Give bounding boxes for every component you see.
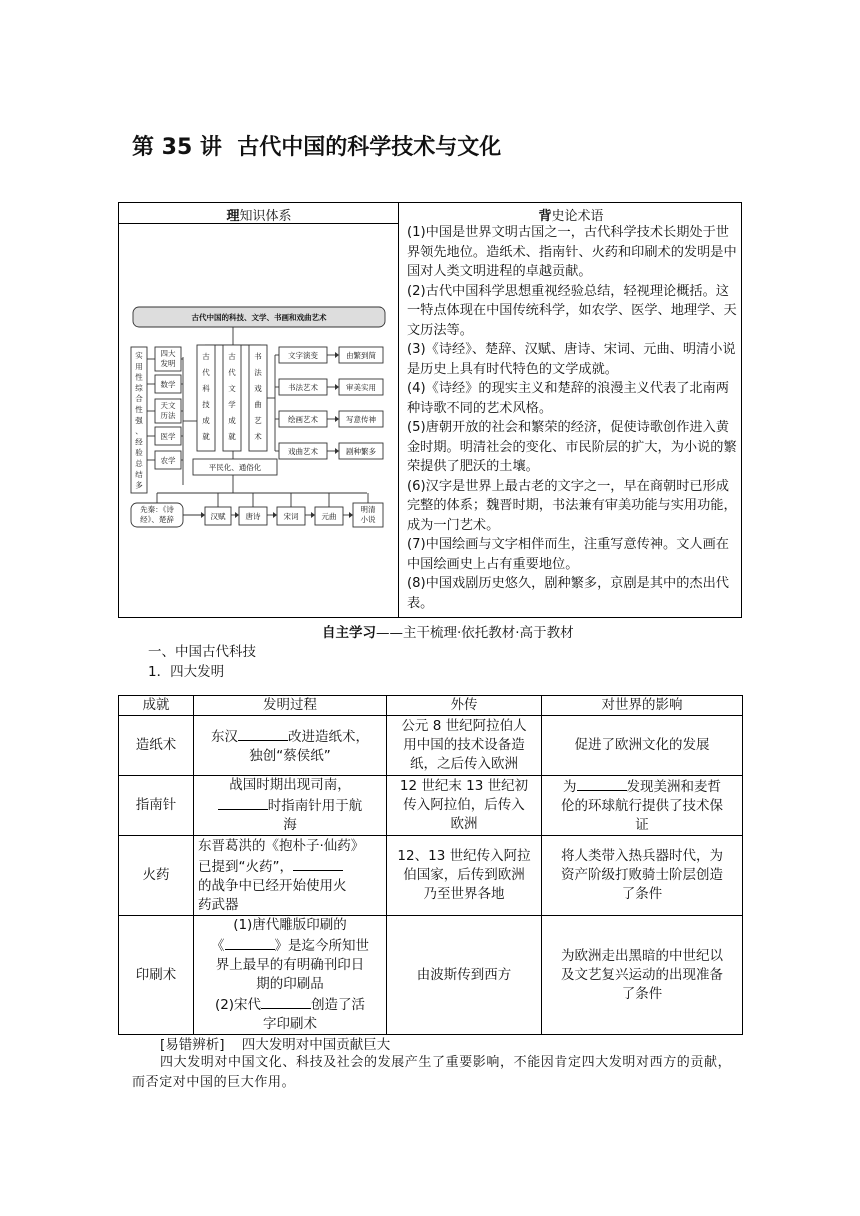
diagram-center-char: 文 xyxy=(228,384,236,393)
point-item: (4)《诗经》的现实主义和楚辞的浪漫主义代表了北南两种诗歌不同的艺术风格。 xyxy=(407,381,729,416)
diagram-center-char: 艺 xyxy=(254,416,262,425)
diagram-left-char: 、 xyxy=(135,426,143,436)
table-row xyxy=(119,716,743,776)
diagram-lit-label: 经》、楚辞 xyxy=(140,515,174,524)
process-cell: 东晋葛洪的《抱朴子·仙药》 已提到“火药”， 的战争中已经开始使用火 药武器 xyxy=(194,836,387,916)
diagram-center-char: 就 xyxy=(202,432,210,441)
diagram-left-char: 综 xyxy=(135,383,143,393)
diagram-lit-label: 唐诗 xyxy=(245,512,261,521)
diagram-art-label: 绘画艺术 xyxy=(288,415,318,424)
diagram-sci-label: 医学 xyxy=(160,432,176,441)
column-divider xyxy=(398,203,399,617)
diagram-middle-label: 平民化、通俗化 xyxy=(208,463,262,472)
diagram-left-char: 经 xyxy=(135,437,143,447)
section-title: 自主学习——主干梳理·依托教材·高于教材 xyxy=(322,625,574,641)
diagram-top-label: 古代中国的科技、文学、书画和戏曲艺术 xyxy=(191,313,327,322)
subheading-inventions: 1．四大发明 xyxy=(148,664,225,680)
invention-name: 火药 xyxy=(119,836,194,916)
point-item: (8)中国戏剧历史悠久，剧种繁多，京剧是其中的杰出代表。 xyxy=(407,576,729,611)
table-row xyxy=(119,916,743,1035)
subheading-science: 一、中国古代科技 xyxy=(148,644,256,660)
diagram-sci-label: 天文 xyxy=(160,401,176,410)
point-item: (6)汉字是世界上最古老的文字之一，早在商朝时已形成完整的体系；魏晋时期，书法兼有审美功能与实用功能，成为一门艺术。 xyxy=(407,478,737,533)
diagram-left-char: 多 xyxy=(135,480,143,490)
diagram-sci-label: 发明 xyxy=(160,359,176,368)
diagram-sci-label: 四大 xyxy=(160,349,176,358)
diagram-lit-label: 汉赋 xyxy=(210,512,226,521)
answer-blank[interactable] xyxy=(238,726,288,741)
knowledge-diagram xyxy=(127,301,389,541)
process-cell: (1)唐代雕版印刷的 《 》是迄今所知世 界上最早的有明确刊印日 期的印刷品 (2)宋代 创造了活 字印刷术 xyxy=(194,916,387,1035)
diagram-lit-label: 小说 xyxy=(360,515,376,524)
header-cell: 外传 xyxy=(387,696,542,716)
invention-name: 造纸术 xyxy=(119,716,194,776)
spread-cell: 12、13 世纪传入阿拉 伯国家，后传到欧洲 乃至世界各地 xyxy=(387,836,542,916)
diagram-left-char: 结 xyxy=(135,469,143,479)
diagram-center-char: 技 xyxy=(202,400,210,409)
page-title: 第 35 讲 古代中国的科学技术与文化 xyxy=(132,135,502,160)
impact-cell: 为 发现美洲和麦哲 伦的环球航行提供了技术保 证 xyxy=(542,776,743,836)
spread-cell: 12 世纪末 13 世纪初 传入阿拉伯，后传入 欧洲 xyxy=(387,776,542,836)
note-body: 四大发明对中国文化、科技及社会的发展产生了重要影响，不能因肯定四大发明对西方的贡献，而否定对中国的巨大作用。 xyxy=(132,1055,732,1090)
historical-points xyxy=(407,223,737,613)
point-item: (5)唐朝开放的社会和繁荣的经济，促使诗歌创作进入黄金时期。明清社会的变化、市民阶层的扩大，为小说的繁荣提供了肥沃的土壤。 xyxy=(407,420,737,474)
diagram-lit-label: 宋词 xyxy=(283,512,299,521)
invention-name: 指南针 xyxy=(119,776,194,836)
impact-cell: 促进了欧洲文化的发展 xyxy=(542,716,743,776)
header-cell: 发明过程 xyxy=(194,696,387,716)
diagram-left-char: 合 xyxy=(135,394,143,404)
diagram-left-char: 总 xyxy=(135,459,143,468)
inventions-table xyxy=(118,695,743,1035)
diagram-center-char: 就 xyxy=(228,432,236,441)
impact-cell: 为欧洲走出黑暗的中世纪以 及文艺复兴运动的出现准备 了条件 xyxy=(542,916,743,1035)
diagram-sci-label: 历法 xyxy=(160,411,176,420)
diagram-lit-label: 先秦：《诗 xyxy=(140,505,174,514)
left-column-header: 理知识体系 xyxy=(226,209,292,224)
table-header-row xyxy=(119,696,743,716)
note-heading: [易错辨析] 四大发明对中国贡献巨大 xyxy=(160,1037,391,1053)
diagram-left-char: 验 xyxy=(135,448,143,458)
diagram-left-char: 强 xyxy=(135,415,143,425)
diagram-left-char: 性 xyxy=(135,405,143,414)
spread-cell: 由波斯传到西方 xyxy=(387,916,542,1035)
impact-cell: 将人类带入热兵器时代，为 资产阶级打败骑士阶层创造 了条件 xyxy=(542,836,743,916)
diagram-left-char: 性 xyxy=(135,372,143,382)
diagram-center-char: 书 xyxy=(254,352,262,361)
answer-blank[interactable] xyxy=(218,795,268,810)
diagram-center-char: 古 xyxy=(228,352,236,361)
right-column-header: 背史论术语 xyxy=(538,209,604,224)
diagram-sci-label: 农学 xyxy=(160,456,176,465)
diagram-art-result: 审美实用 xyxy=(346,383,376,392)
process-cell: 战国时期出现司南， 时指南针用于航 海 xyxy=(194,776,387,836)
answer-blank[interactable] xyxy=(293,856,343,871)
header-cell: 成就 xyxy=(119,696,194,716)
table-row xyxy=(119,836,743,916)
diagram-center-char: 成 xyxy=(228,416,236,425)
answer-blank[interactable] xyxy=(225,935,275,950)
diagram-center-char: 代 xyxy=(228,368,236,377)
point-item: (1)中国是世界文明古国之一，古代科学技术长期处于世界领先地位。造纸术、指南针、火药和印刷术的发明是中国对人类文明进程的卓越贡献。 xyxy=(407,225,737,279)
diagram-center-char: 古 xyxy=(202,352,210,361)
answer-blank[interactable] xyxy=(261,994,311,1009)
diagram-sci-label: 数学 xyxy=(160,380,176,389)
diagram-left-char: 用 xyxy=(135,361,143,371)
diagram-left-char: 实 xyxy=(135,351,143,360)
point-item: (3)《诗经》、楚辞、汉赋、唐诗、宋词、元曲、明清小说是历史上具有时代特色的文学成就。 xyxy=(407,342,736,377)
diagram-center-char: 戏 xyxy=(254,384,262,393)
point-item: (2)古代中国科学思想重视经验总结，轻视理论概括。这一特点体现在中国传统科学，如农学、医学、地理学、天文历法等。 xyxy=(407,283,737,338)
diagram-center-char: 代 xyxy=(202,368,210,377)
diagram-center-char: 术 xyxy=(254,432,262,441)
diagram-center-char: 成 xyxy=(202,416,210,425)
diagram-art-label: 文字演变 xyxy=(288,351,318,360)
answer-blank[interactable] xyxy=(577,776,627,791)
header-cell: 对世界的影响 xyxy=(542,696,743,716)
spread-cell: 公元 8 世纪阿拉伯人 用中国的技术设备造 纸，之后传入欧洲 xyxy=(387,716,542,776)
diagram-center-char: 科 xyxy=(202,384,210,393)
diagram-center-char: 法 xyxy=(254,368,262,377)
diagram-center-char: 学 xyxy=(228,400,236,409)
diagram-art-result: 由繁到简 xyxy=(346,351,376,360)
diagram-art-result: 剧种繁多 xyxy=(346,447,376,456)
diagram-art-label: 戏曲艺术 xyxy=(288,447,318,456)
diagram-lit-label: 元曲 xyxy=(321,512,337,521)
diagram-lit-label: 明清 xyxy=(360,505,376,514)
diagram-center-char: 曲 xyxy=(254,400,262,409)
point-item: (7)中国绘画与文字相伴而生，注重写意传神。文人画在中国绘画史上占有重要地位。 xyxy=(407,537,729,572)
knowledge-diagram-svg xyxy=(127,301,389,541)
diagram-art-result: 写意传神 xyxy=(346,415,376,424)
invention-name: 印刷术 xyxy=(119,916,194,1035)
process-cell: 东汉 改进造纸术， 独创“蔡侯纸” xyxy=(194,716,387,776)
table-row xyxy=(119,776,743,836)
knowledge-table xyxy=(118,202,742,618)
diagram-art-label: 书法艺术 xyxy=(288,383,318,392)
